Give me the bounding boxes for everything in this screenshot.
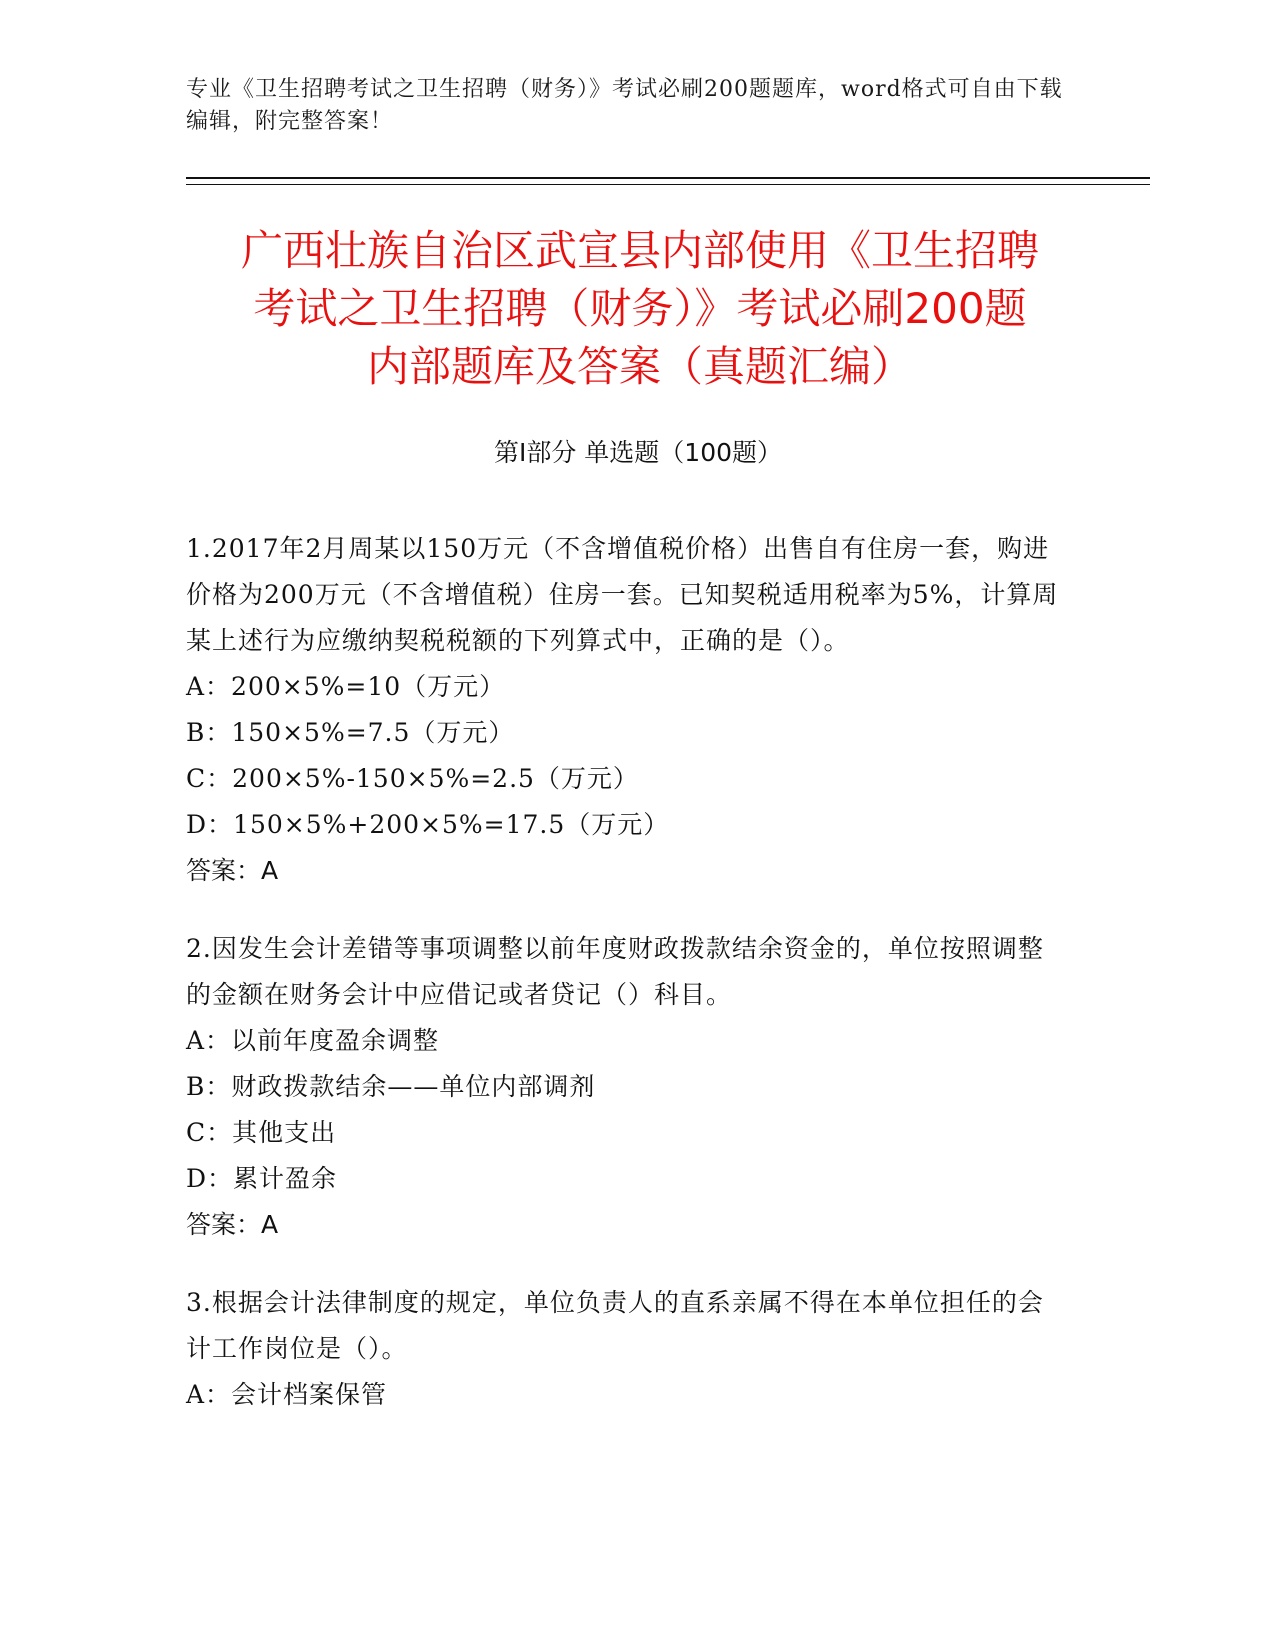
option-list: [186, 1018, 1066, 1202]
header-divider-thin: [186, 184, 1150, 185]
option-a: A：会计档案保管: [186, 1380, 388, 1409]
question-stem: 2.因发生会计差错等事项调整以前年度财政拨款结余资金的，单位按照调整的金额在财务会计中应借记或者贷记（）科目。: [186, 934, 1044, 1009]
option-b: B：财政拨款结余——单位内部调剂: [186, 1072, 596, 1101]
option-a: A：以前年度盈余调整: [186, 1026, 440, 1055]
question-1: [186, 526, 1066, 894]
option-b: B：150×5%=7.5（万元）: [186, 718, 515, 747]
header-note: 专业《卫生招聘考试之卫生招聘（财务）》考试必刷200题题库，word格式可自由下载编辑，附完整答案！: [186, 77, 1063, 134]
section-heading: 第Ⅰ部分 单选题（100题）: [493, 438, 783, 467]
option-d: D：累计盈余: [186, 1164, 338, 1193]
option-c: C：其他支出: [186, 1118, 337, 1147]
answer: 答案：A: [186, 856, 279, 885]
document-title: [160, 222, 1120, 396]
option-d: D：150×5%+200×5%=17.5（万元）: [186, 810, 670, 839]
question-3: [186, 1280, 1066, 1418]
answer: 答案：A: [186, 1210, 279, 1239]
question-list: [186, 526, 1066, 1450]
title-line: 考试之卫生招聘（财务）》考试必刷200题: [253, 284, 1027, 333]
option-list: [186, 664, 1066, 848]
header-divider-thick: [186, 177, 1150, 179]
question-stem: 1.2017年2月周某以150万元（不含增值税价格）出售自有住房一套，购进价格为200万元（不含增值税）住房一套。已知契税适用税率为5%，计算周某上述行为应缴纳契税税额的下列算式中，正确的是（）。: [186, 534, 1059, 655]
question-stem: 3.根据会计法律制度的规定，单位负责人的直系亲属不得在本单位担任的会计工作岗位是（）。: [186, 1288, 1044, 1363]
option-c: C：200×5%-150×5%=2.5（万元）: [186, 764, 639, 793]
option-list: [186, 1372, 1066, 1418]
title-line: 广西壮族自治区武宣县内部使用《卫生招聘: [240, 226, 1039, 275]
option-a: A：200×5%=10（万元）: [186, 672, 506, 701]
question-2: [186, 926, 1066, 1248]
title-line: 内部题库及答案（真题汇编）: [366, 342, 913, 391]
